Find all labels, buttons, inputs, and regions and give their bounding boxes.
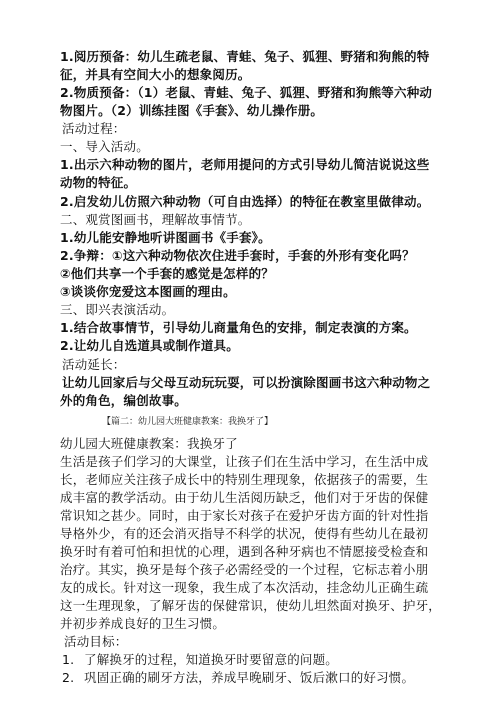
part-1-item-1-line-a: 1.出示六种动物的图片，老师用提问的方式引导幼儿简洁说说这些	[60, 157, 430, 172]
intro-line-1: 生活是孩子们学习的大课堂，让孩子们在生活中学习，在生活中成	[60, 454, 429, 469]
part-3-item-2: 2.让幼儿自选道具或制作道具。	[60, 338, 239, 353]
process-heading: 活动过程：	[62, 121, 126, 136]
intro-line-7: 治疗。其实，换牙是每个孩子必需经受的一个过程，它标志着小朋	[60, 562, 429, 577]
extension-line-b: 外的角色，编创故事。	[60, 393, 188, 408]
part-2-heading: 二、观赏图画书，理解故事情节。	[60, 212, 251, 227]
part-1-item-2: 2.启发幼儿仿照六种动物（可自由选择）的特征在教室里做律动。	[60, 194, 430, 209]
prep-2-line-b: 物图片。（2）训练挂图《手套》、幼儿操作册。	[60, 103, 324, 118]
goal-2-number: 2.	[62, 670, 75, 685]
goal-2-text: 巩固正确的刷牙方法，养成早晚刷牙、饭后漱口的好习惯。	[84, 670, 415, 685]
intro-line-2: 长，老师应关注孩子成长中的特别生理现象，依据孩子的需要，生	[60, 472, 429, 487]
intro-line-8: 友的成长。针对这一现象，我生成了本次活动，挂念幼儿正确生疏	[60, 580, 429, 595]
part-1-heading: 一、导入活动。	[60, 139, 149, 154]
intro-line-9: 这一生理现象，了解牙齿的保健常识，使幼儿坦然面对换牙、护牙，	[60, 598, 442, 613]
extension-line-a: 让幼儿回家后与父母互动玩玩耍，可以扮演除图画书这六种动物之	[62, 375, 431, 390]
prep-2-line-a: 2.物质预备：（1）老鼠、青蛙、兔子、狐狸、野猪和狗熊等六种动	[60, 85, 433, 100]
part-2-item-2: 2.争辩：①这六种动物依次住进手套时，手套的外形有变化吗？	[60, 248, 415, 263]
goal-1-text: 了解换牙的过程，知道换牙时要留意的问题。	[84, 652, 339, 667]
intro-line-6: 换牙时有着可怕和担忧的心理，遇到各种牙病也不情愿接受检查和	[60, 544, 429, 559]
extension-heading: 活动延长：	[62, 357, 126, 372]
goal-1-number: 1.	[62, 652, 75, 667]
part-2-question-3: ③谈谈你宠爱这本图画的理由。	[60, 284, 236, 299]
goals-heading: 活动目标：	[64, 634, 128, 649]
intro-line-10: 并初步养成良好的卫生习惯。	[60, 616, 226, 631]
part-2-item-1: 1.幼儿能安静地听讲图画书《手套》。	[60, 230, 271, 245]
part-2-question-2: ②他们共享一个手套的感觉是怎样的？	[60, 266, 274, 281]
prep-1-line-b: 征，并具有空间大小的想象阅历。	[60, 67, 251, 82]
intro-line-3: 成丰富的教学活动。由于幼儿生活阅历缺乏，他们对于牙齿的保健	[60, 490, 429, 505]
lesson-title: 幼儿园大班健康教案：我换牙了	[60, 436, 238, 451]
part-3-heading: 三、即兴表演活动。	[60, 302, 175, 317]
section-caption: 【篇二：幼儿园大班健康教案：我换牙了】	[102, 417, 274, 427]
intro-line-4: 常识知之甚少。同时，由于家长对孩子在爱护牙齿方面的针对性指	[60, 508, 429, 523]
intro-line-5: 导格外少，有的还会消灭指导不科学的状况，使得有些幼儿在最初	[60, 526, 429, 541]
part-1-item-1-line-b: 动物的特征。	[60, 175, 137, 190]
part-3-item-1: 1.结合故事情节，引导幼儿商量角色的安排，制定表演的方案。	[60, 320, 417, 335]
prep-1-line-a: 1.阅历预备：幼儿生疏老鼠、青蛙、兔子、狐狸、野猪和狗熊的特	[60, 49, 430, 64]
